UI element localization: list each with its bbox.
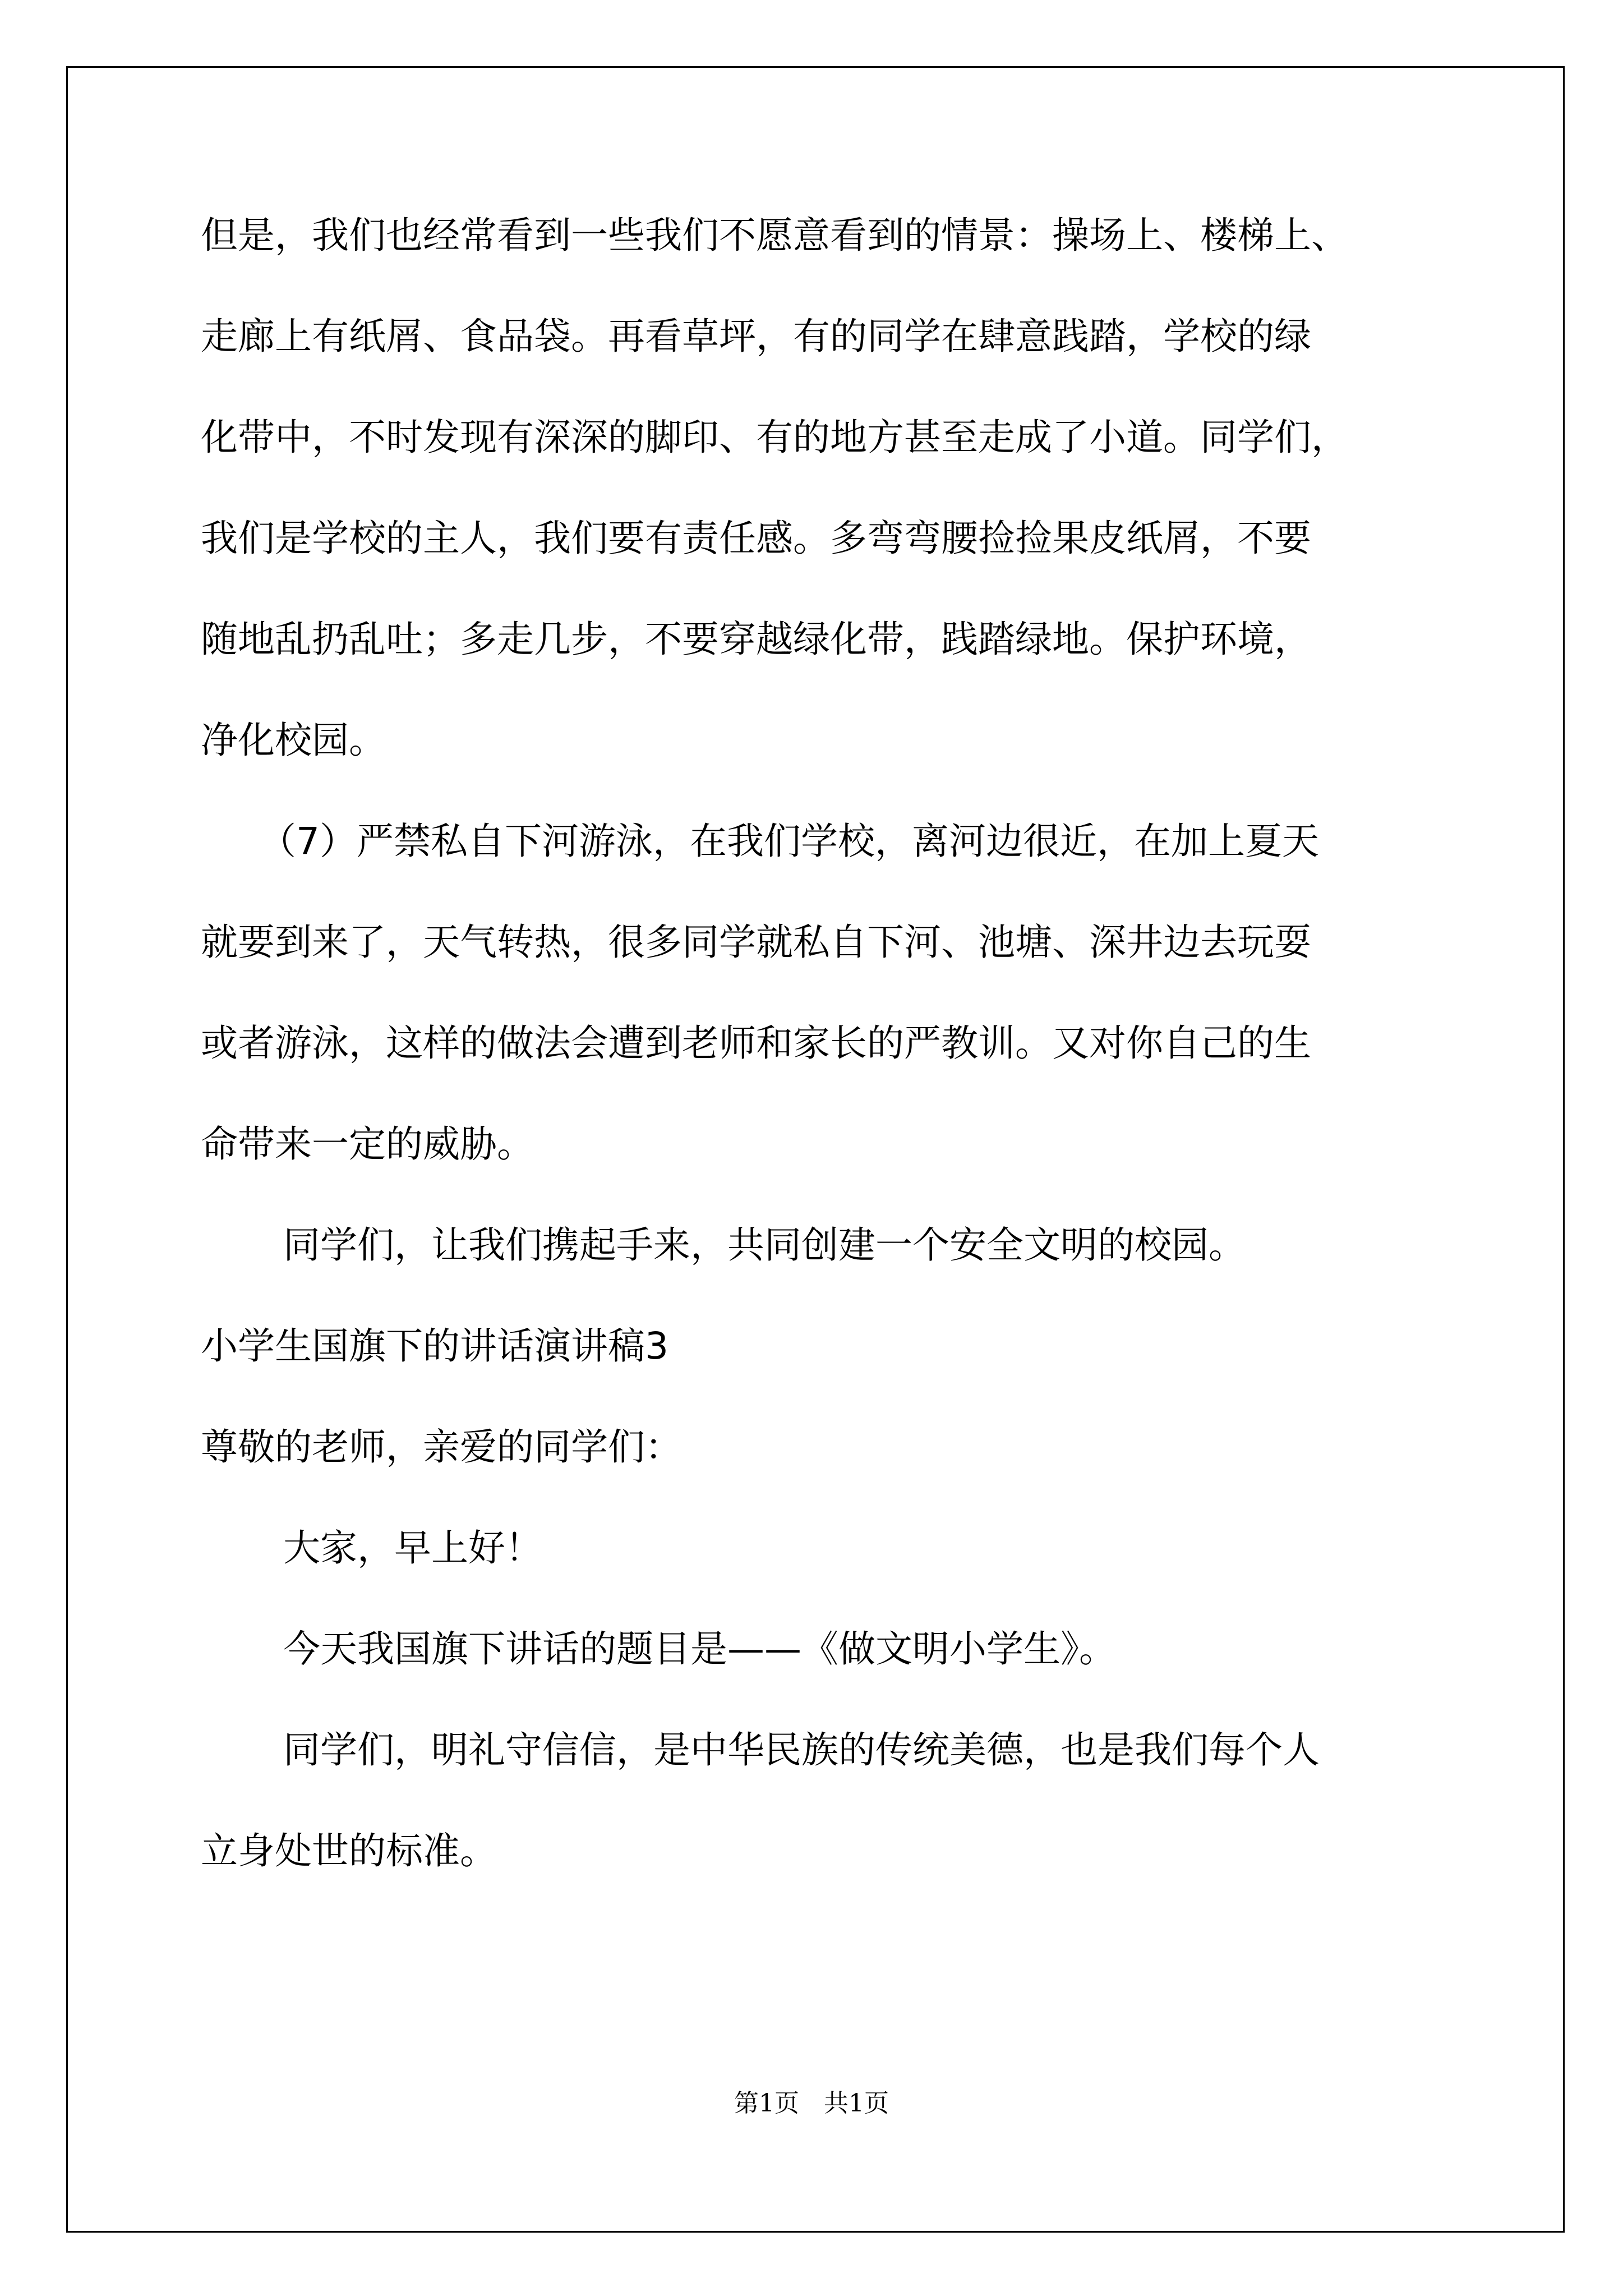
paragraph-line: 净化校园。 [201, 719, 386, 762]
paragraph-line: （7）严禁私自下河游泳，在我们学校，离河边很近，在加上夏天 [259, 820, 1319, 863]
paragraph-line: 化带中，不时发现有深深的脚印、有的地方甚至走成了小道。同学们， [201, 416, 1348, 459]
paragraph-line: 今天我国旗下讲话的题目是——《做文明小学生》。 [283, 1627, 1116, 1671]
paragraph-line: 随地乱扔乱吐；多走几步，不要穿越绿化带，践踏绿地。保护环境， [201, 618, 1311, 661]
paragraph-line: 我们是学校的主人，我们要有责任感。多弯弯腰捡捡果皮纸屑，不要 [201, 517, 1311, 560]
salutation: 尊敬的老师，亲爱的同学们： [201, 1425, 682, 1469]
page-footer: 第1页 共1页 [734, 2089, 889, 2118]
greeting: 大家，早上好！ [283, 1526, 542, 1570]
paragraph-line: 立身处世的标准。 [201, 1829, 497, 1872]
paragraph-line: 或者游泳，这样的做法会遭到老师和家长的严教训。又对你自己的生 [201, 1022, 1311, 1065]
paragraph-line: 但是，我们也经常看到一些我们不愿意看到的情景：操场上、楼梯上、 [201, 214, 1348, 257]
paragraph-line: 同学们，明礼守信信，是中华民族的传统美德，也是我们每个人 [283, 1728, 1320, 1772]
section-heading: 小学生国旗下的讲话演讲稿3 [201, 1324, 668, 1368]
paragraph-line: 命带来一定的威胁。 [201, 1122, 534, 1166]
paragraph-line: 就要到来了，天气转热，很多同学就私自下河、池塘、深井边去玩耍 [201, 921, 1311, 964]
paragraph-line: 同学们，让我们携起手来，共同创建一个安全文明的校园。 [283, 1223, 1246, 1267]
paragraph-line: 走廊上有纸屑、食品袋。再看草坪，有的同学在肆意践踏，学校的绿 [201, 315, 1311, 358]
